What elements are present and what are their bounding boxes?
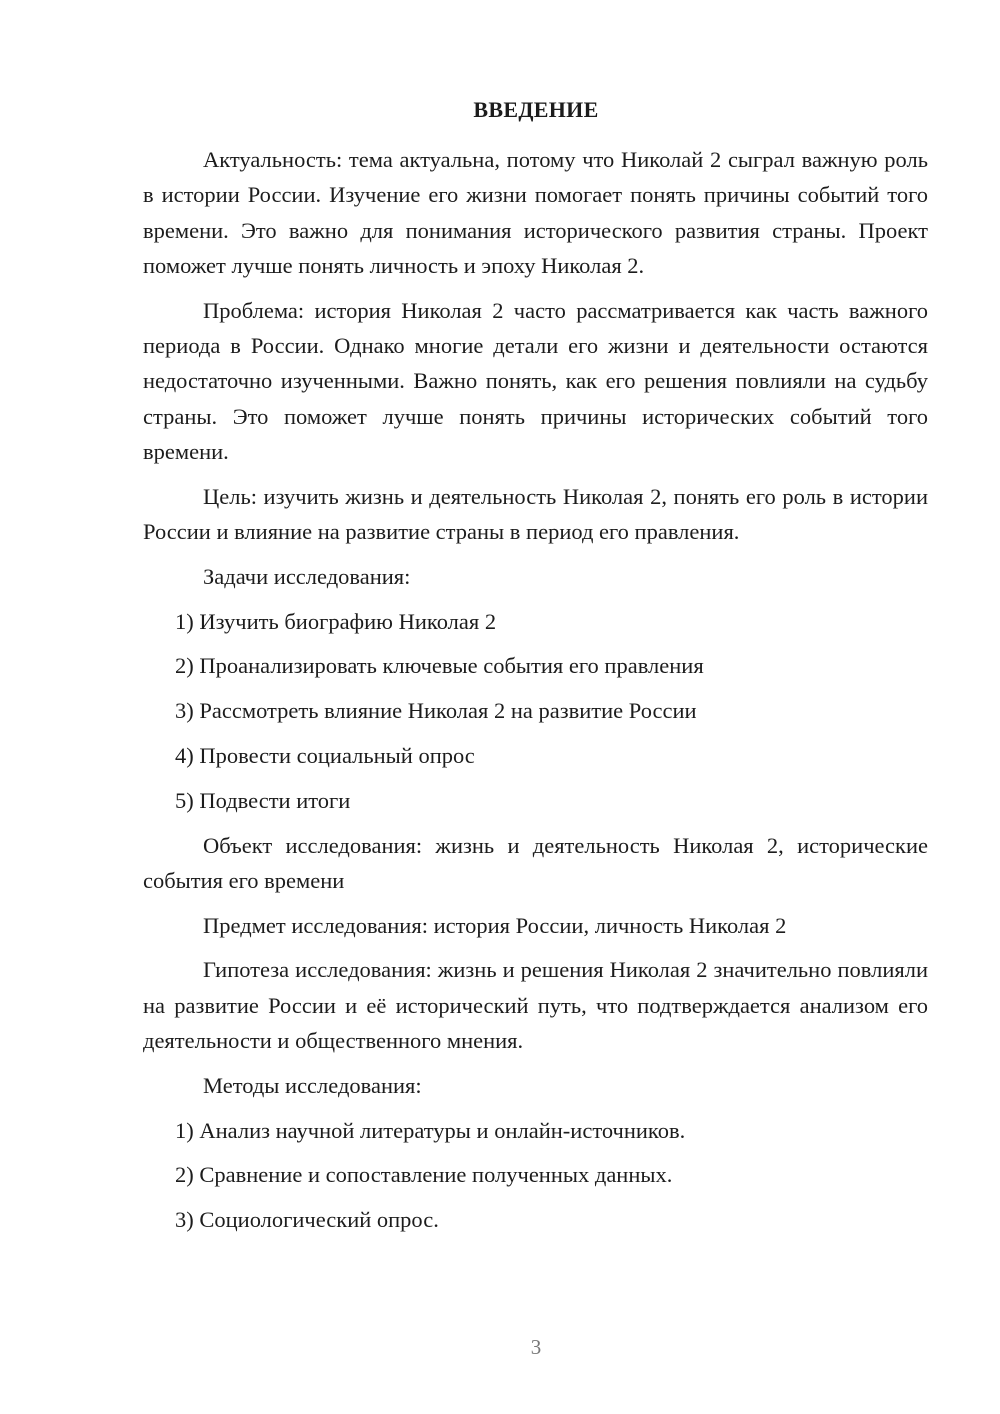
tasks-heading: Задачи исследования:: [203, 563, 411, 589]
method-item: 3) Социологический опрос.: [175, 1207, 439, 1233]
tasks-list: [143, 604, 928, 818]
task-item: 4) Провести социальный опрос: [175, 742, 475, 768]
hypothesis-paragraph: Гипотеза исследования: жизнь и решения Николая 2 значительно повлияли на развитие России и её исторический путь, что подтверждается анализом его деятельности и общественного мнения.: [143, 957, 928, 1054]
document-body: [143, 142, 928, 1247]
task-item: 5) Подвести итоги: [175, 787, 351, 813]
task-item: 3) Рассмотреть влияние Николая 2 на развитие России: [175, 698, 697, 724]
methods-list: [143, 1113, 928, 1238]
method-item: 2) Сравнение и сопоставление полученных данных.: [175, 1162, 673, 1188]
task-item: 1) Изучить биографию Николая 2: [175, 608, 497, 634]
method-item: 1) Анализ научной литературы и онлайн-источников.: [175, 1117, 686, 1143]
object-paragraph: Объект исследования: жизнь и деятельность Николая 2, исторические события его времени: [143, 832, 928, 893]
methods-heading: Методы исследования:: [203, 1072, 422, 1098]
subject-paragraph: Предмет исследования: история России, личность Николая 2: [203, 912, 787, 938]
task-item: 2) Проанализировать ключевые события его правления: [175, 653, 704, 679]
section-title: ВВЕДЕНИЕ: [473, 97, 599, 122]
problem-paragraph: Проблема: история Николая 2 часто рассматривается как часть важного периода в России. Однако многие детали его жизни и деятельности остаются недостаточно изученными. Важно понять, как его решения повлияли на судьбу страны. Это поможет лучше понять причины исторических событий того времени.: [143, 297, 928, 464]
goal-paragraph: Цель: изучить жизнь и деятельность Николая 2, понять его роль в истории России и влияние на развитие страны в период его правления.: [143, 483, 928, 544]
relevance-paragraph: Актуальность: тема актуальна, потому что Николай 2 сыграл важную роль в истории России. Изучение его жизни помогает понять причины событий того времени. Это важно для понимания исторического развития страны. Проект поможет лучше понять личность и эпоху Николая 2.: [143, 147, 928, 278]
page-number: 3: [530, 1335, 542, 1359]
